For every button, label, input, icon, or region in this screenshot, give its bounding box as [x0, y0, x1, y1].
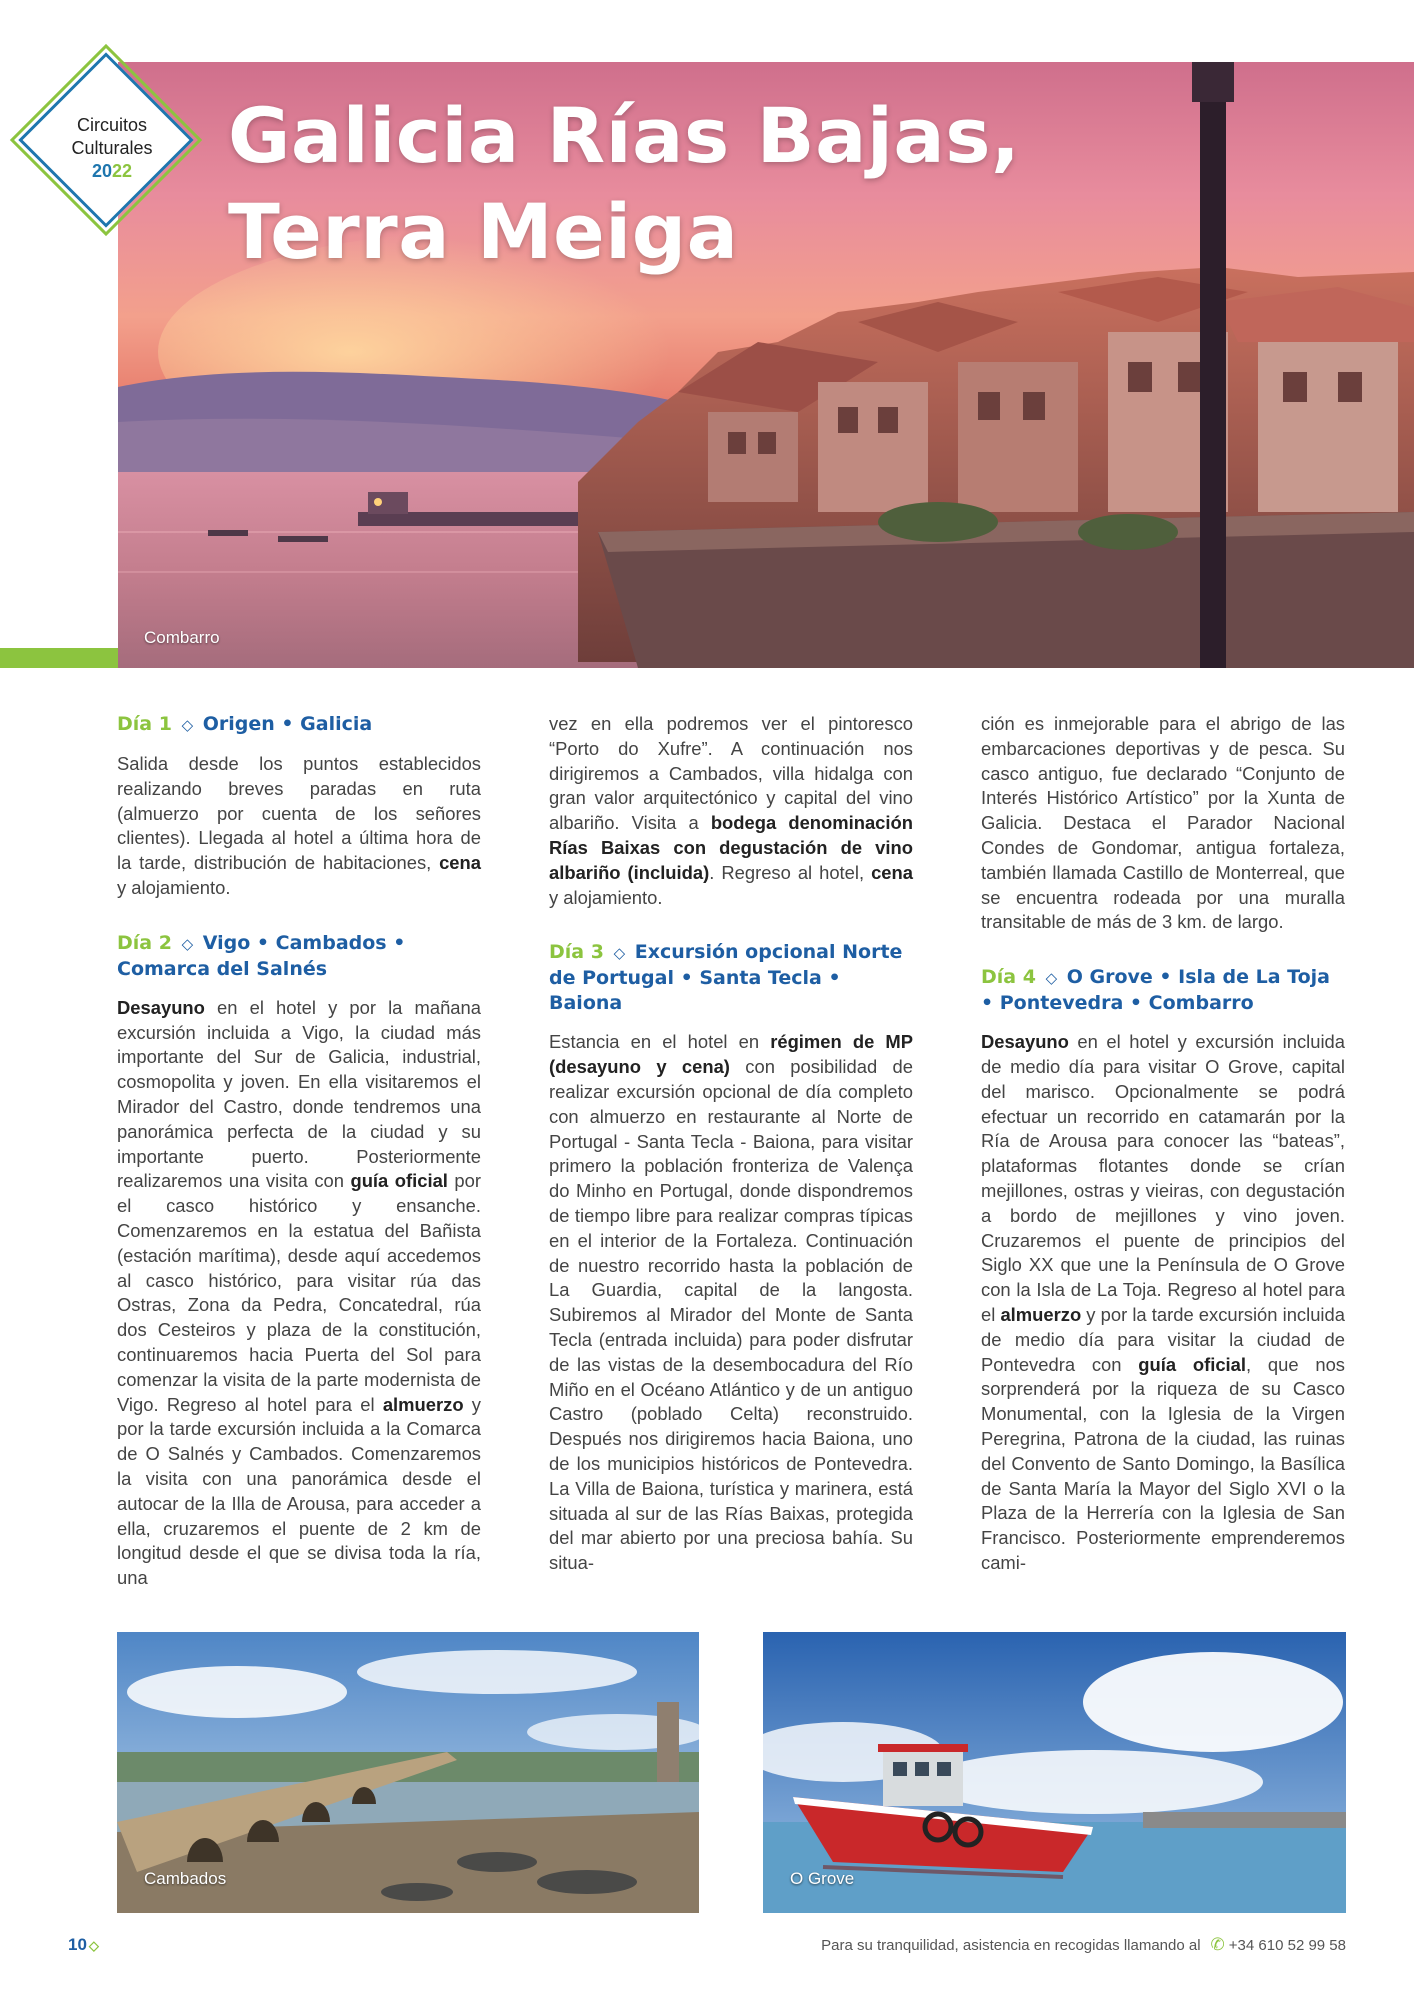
text-run: . Regreso al hotel, — [709, 861, 872, 883]
diamond-icon: ◇ — [181, 934, 194, 953]
badge-line2: Culturales — [71, 138, 153, 158]
text-run: por el casco histórico y ensanche. Comenzaremos en la estatua del Bañista (estación marítima), desde aquí accedemos al casco histórico, para visitar rúa das Ostras, Zona da Pedra, Concatedral, rúa dos Cesteiros y plaza de la constitución, continuaremos hacia Puerta del Sol para comenzar la visita de la parte modernista de Vigo. Regreso al hotel para el — [117, 1170, 481, 1415]
text-bold: almuerzo — [1000, 1303, 1082, 1325]
photo-caption-cambados: Cambados — [144, 1869, 227, 1888]
text-run: en el hotel y por la mañana excursión incluida a Vigo, la ciudad más importante del Sur de Galicia, industrial, cosmopolita y joven. En ella visitaremos el Mirador del Castro, donde tendremos una panorámica perfecta de la ciudad y su importante puerto. Posteriormente realizaremos una visita con — [117, 996, 481, 1192]
text-run: en el hotel y excursión incluida de medio día para visitar O Grove, capital del marisco. Opcionalmente se podrá efectuar un recorrido en catamarán por la Ría de Arousa para conocer las “bateas”, plataformas flotantes donde se crían mejillones, ostras y vieiras, con degustación a bordo de mejillones y vino joven. Cruzaremos el puente de principios del Siglo XX que une la Península de O Grove con la Isla de La Toja. Regreso al hotel para el — [981, 1031, 1345, 1325]
column-2 — [549, 712, 913, 1596]
day-1-number: Día 1 — [117, 713, 172, 735]
day-1-text — [117, 752, 481, 901]
diamond-icon: ◇ — [88, 1938, 99, 1953]
title-line1: Galicia Rías Bajas, — [228, 91, 1021, 180]
text-run: y alojamiento. — [549, 886, 663, 908]
day-2-text — [117, 996, 481, 1588]
phone-number[interactable]: +34 610 52 99 58 — [1228, 1937, 1346, 1954]
day-2-text-continued — [549, 712, 913, 910]
text-bold: guía oficial — [1138, 1353, 1246, 1375]
day-2-title: Vigo • Cambados • Comarca del Salnés — [117, 931, 406, 980]
text-run: vez en ella podremos ver el pintoresco “Porto do Xufre”. A continuación nos dirigiremos a Cambados, villa hidalga con gran valor arquitectónico y capital del vino albariño. Visita a — [549, 713, 913, 834]
day-3-number: Día 3 — [549, 941, 604, 964]
badge-line1: Circuitos — [76, 115, 147, 135]
badge-year-b: 22 — [112, 161, 133, 181]
text-run: Salida desde los puntos establecidos realizando breves paradas en ruta (almuerzo por cuenta de los señores clientes). Llegada al hotel a última hora de la tarde, distribución de habitaciones, — [117, 753, 481, 874]
diamond-icon: ◇ — [181, 716, 194, 734]
diamond-icon: ◇ — [1045, 969, 1058, 988]
text-bold: Desayuno — [117, 996, 205, 1018]
photo-cambados — [117, 1632, 699, 1913]
badge-label — [32, 114, 192, 183]
footer-assistance-note — [821, 1935, 1346, 1955]
day-1-title: Origen • Galicia — [202, 713, 373, 735]
day-4-number: Día 4 — [981, 966, 1036, 989]
day-4-heading — [981, 965, 1345, 1016]
page-title — [228, 88, 1020, 280]
text-bold: almuerzo — [382, 1393, 464, 1415]
page-number — [68, 1935, 99, 1955]
column-3 — [981, 712, 1345, 1574]
text-run: con posibilidad de realizar excursión opcional de día completo con almuerzo en restaurante al Norte de Portugal - Santa Tecla - Baiona, para visitar primero la población fronteriza de Valença do Minho en Portugal, donde dispondremos de tiempo libre para realizar compras típicas en el interior de la Fortaleza. Continuación de nuestro recorrido hasta la población de La Guardia, capital de la langosta. Subiremos al Mirador del Monte de Santa Tecla (entrada incluida) para poder disfrutar de las vistas de la desembocadura del Río Miño en el Océano Atlántico y de un antiguo Castro (poblado Celta) reconstruido. Después nos dirigiremos hacia Baiona, uno de los municipios históricos de Pontevedra. La Villa de Baiona, turística y marinera, está situada al sur de las Rías Baixas, protegida del mar abierto por una preciosa bahía. Su situa- — [549, 1056, 913, 1574]
badge-year — [32, 160, 192, 183]
text-bold: régimen de MP (desayuno y cena) — [549, 1031, 913, 1078]
day-1-heading — [117, 712, 481, 738]
photo-o-grove — [763, 1632, 1346, 1913]
day-3-title: Excursión opcional Norte de Portugal • Santa Tecla • Baiona — [549, 941, 903, 1015]
text-bold: cena — [871, 861, 913, 883]
day-3-text-continued: ción es inmejorable para el abrigo de las embarcaciones deportivas y de pesca. Su casco antiguo, fue declarado “Conjunto de Interés Histórico Artístico” por la Xunta de Galicia. Destaca el Parador Nacional Condes de Gondomar, antigua fortaleza, también llamada Castillo de Monterreal, que se encuentra rodeada por una muralla transitable de más de 3 km. de largo. — [981, 713, 1345, 933]
text-bold: Desayuno — [981, 1031, 1069, 1053]
day-3-heading — [549, 940, 913, 1016]
text-run: y por la tarde excursión incluida a la Comarca de O Salnés y Cambados. Comenzaremos la visita con una panorámica desde el autocar de la Illa de Arousa, para acceder a ella, cruzaremos el puente de 2 km de longitud desde el que se divisa toda la ría, una — [117, 1393, 481, 1588]
hero-caption: Combarro — [144, 628, 220, 647]
day-4-title: O Grove • Isla de La Toja • Pontevedra • Combarro — [981, 966, 1330, 1015]
assistance-text: Para su tranquilidad, asistencia en recogidas llamando al — [821, 1937, 1201, 1954]
day-4-text — [981, 1030, 1345, 1574]
column-1 — [117, 712, 481, 1588]
text-run: Estancia en el hotel en — [549, 1031, 771, 1053]
page-number-value: 10 — [68, 1935, 87, 1954]
phone-icon: ✆ — [1210, 1935, 1225, 1954]
day-2-heading — [117, 931, 481, 982]
photo-caption-o-grove: O Grove — [790, 1869, 855, 1888]
text-run: , que nos sorprenderá por la riqueza de su Casco Monumental, con la Iglesia de la Virgen Peregrina, Patrona de la ciudad, las ruinas del Convento de Santo Domingo, la Basílica de Santa María la Mayor del Siglo XVI o la Plaza de la Herrería con la Iglesia de San Francisco. Posteriormente emprenderemos cami- — [981, 1353, 1345, 1573]
text-run: y alojamiento. — [117, 876, 231, 898]
diamond-icon: ◇ — [613, 944, 626, 963]
text-bold: cena — [439, 852, 481, 874]
text-bold: guía oficial — [350, 1170, 448, 1192]
badge-year-a: 20 — [91, 161, 112, 181]
accent-bar — [0, 648, 118, 668]
title-line2: Terra Meiga — [228, 187, 739, 276]
text-bold: bodega denominación Rías Baixas con degustación de vino albariño (incluida) — [549, 812, 913, 883]
text-run: y por la tarde excursión incluida de medio día para visitar la ciudad de Pontevedra con — [981, 1303, 1345, 1375]
day-2-number: Día 2 — [117, 931, 172, 954]
day-3-text — [549, 1030, 913, 1596]
